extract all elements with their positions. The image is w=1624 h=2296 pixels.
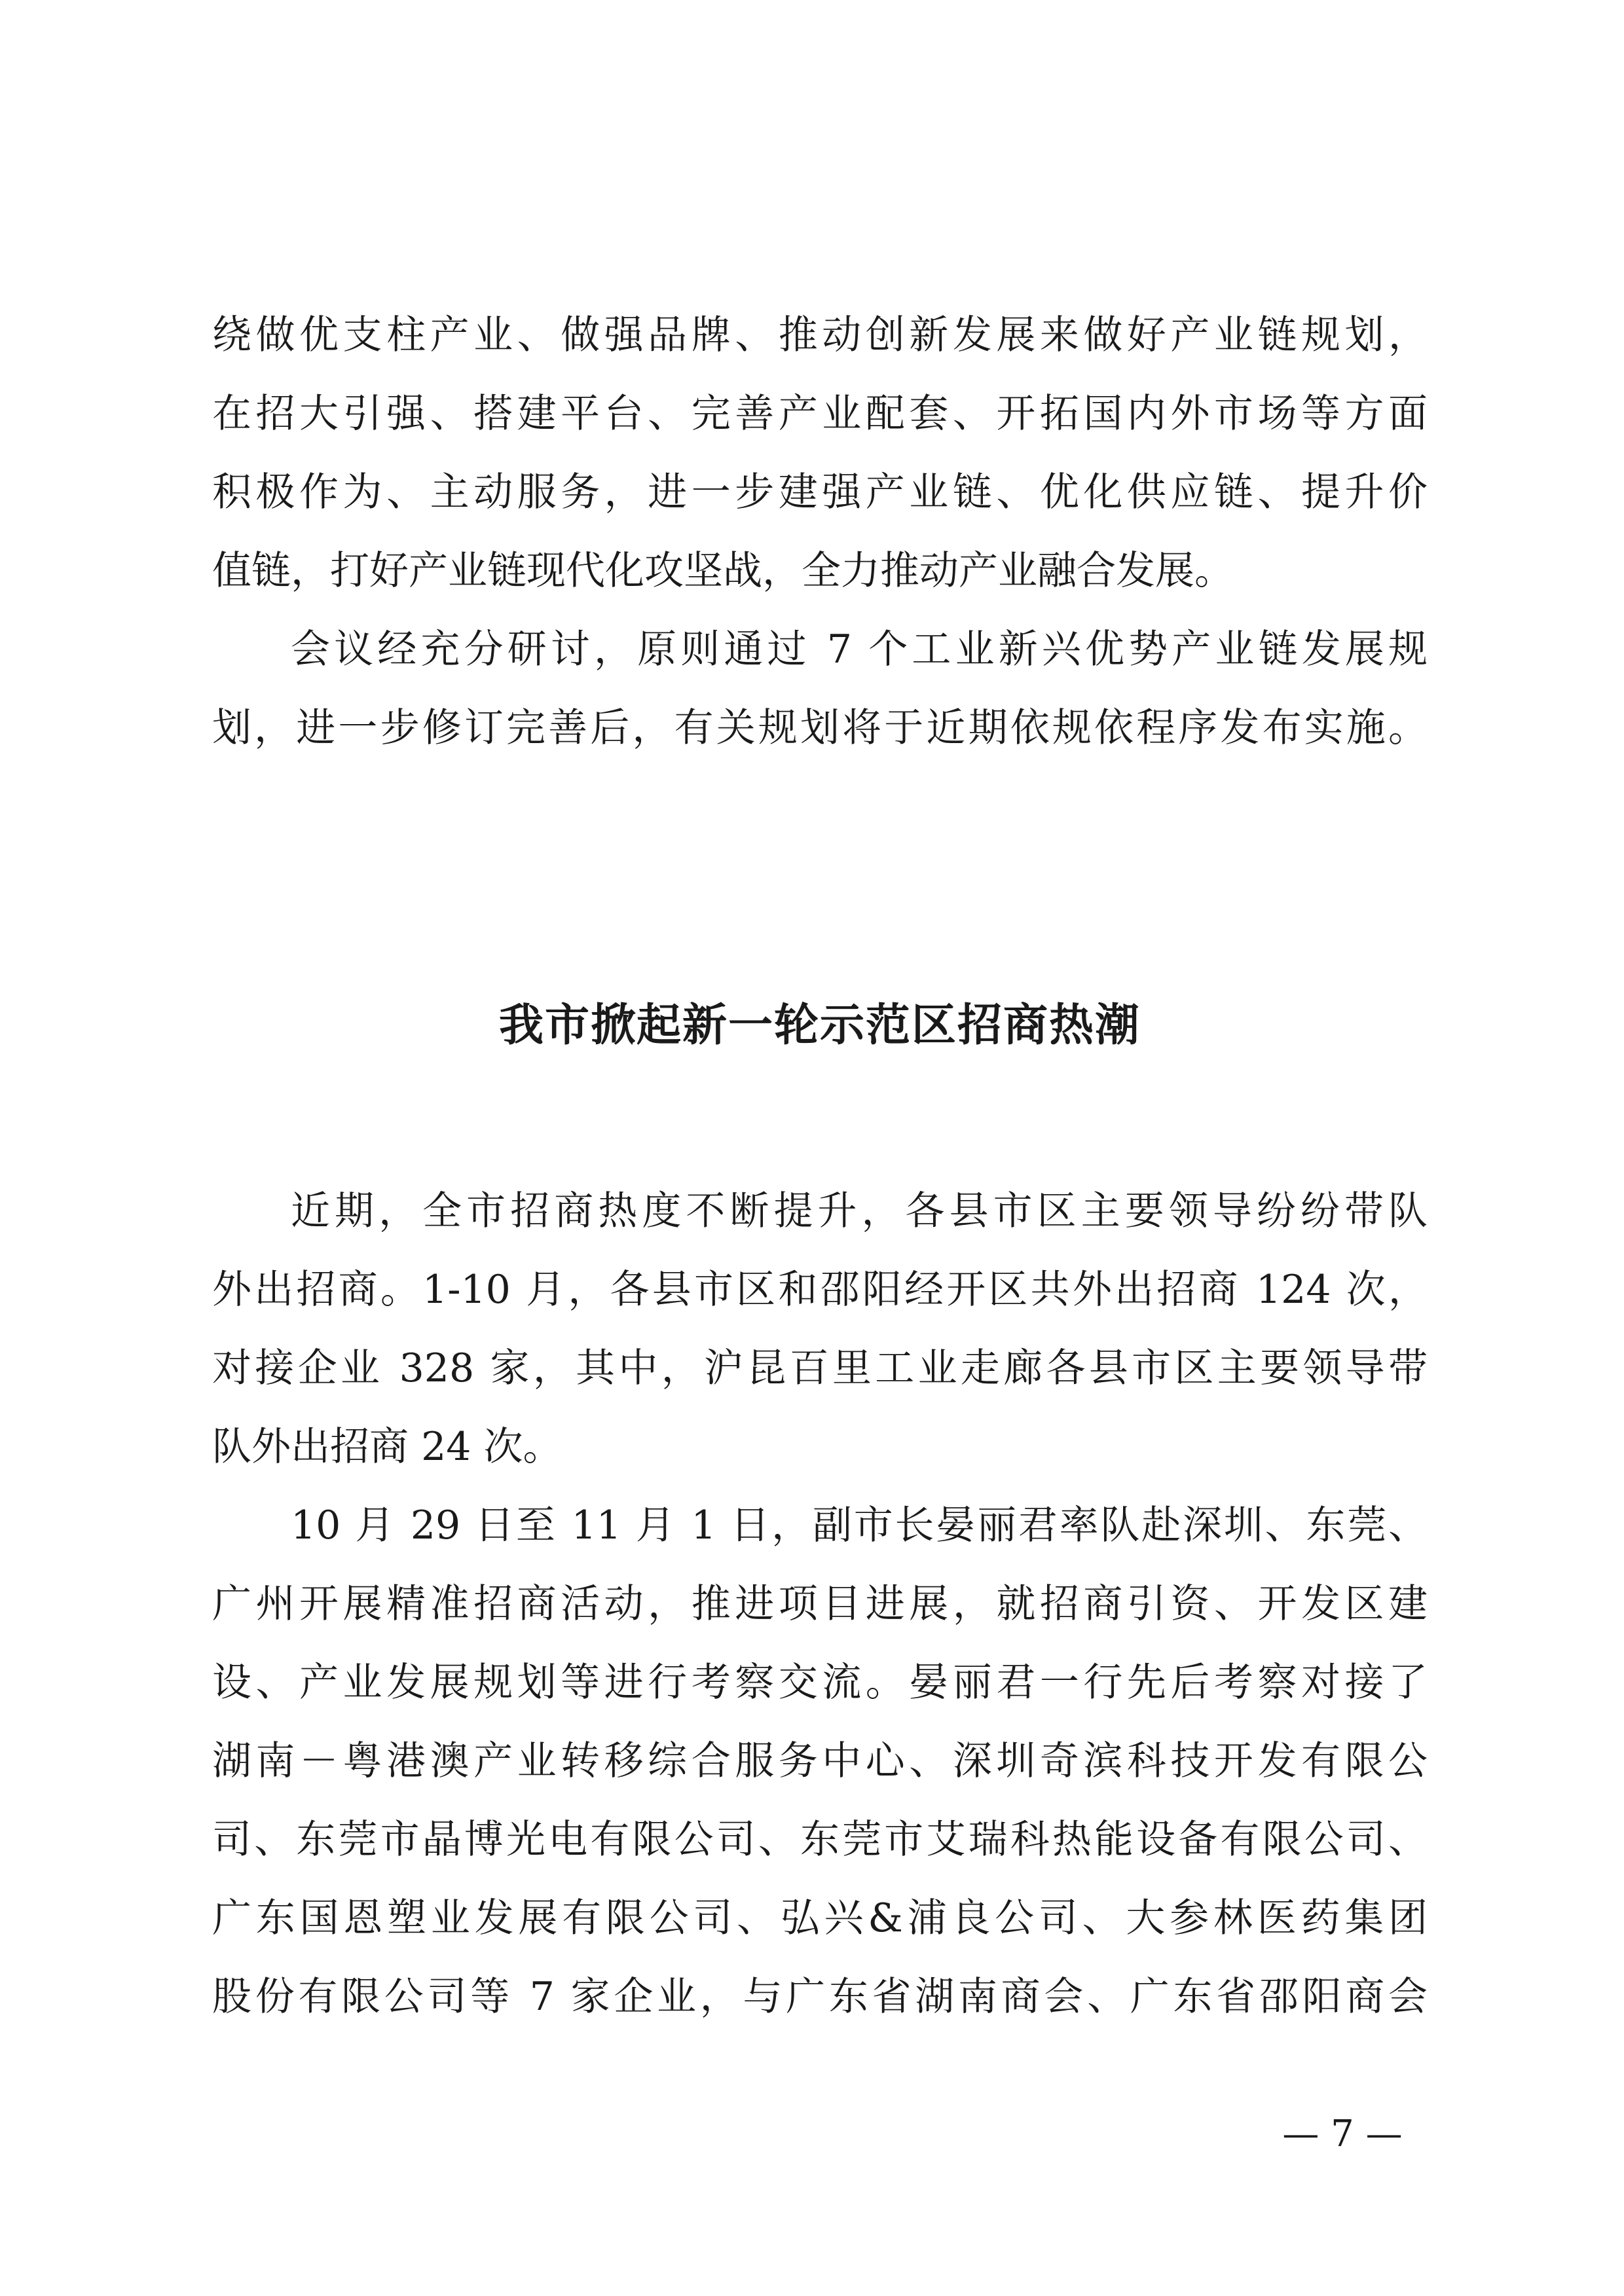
text-line: 在招大引强、搭建平台、完善产业配套、开拓国内外市场等方面	[212, 391, 1428, 437]
text-line: 司、东莞市晶博光电有限公司、东莞市艾瑞科热能设备有限公司、	[212, 1817, 1428, 1863]
text-line: 湖南－粤港澳产业转移综合服务中心、深圳奇滨科技开发有限公	[212, 1738, 1428, 1784]
page-number: — 7 —	[1282, 2113, 1403, 2155]
text-line: 绕做优支柱产业、做强品牌、推动创新发展来做好产业链规划，	[212, 312, 1428, 358]
text-line: 队外出招商 24 次。	[212, 1424, 563, 1470]
text-line: 广州开展精准招商活动，推进项目进展，就招商引资、开发区建	[212, 1581, 1428, 1627]
text-line: 近期，全市招商热度不断提升，各县市区主要领导纷纷带队	[291, 1188, 1428, 1234]
text-line: 设、产业发展规划等进行考察交流。晏丽君一行先后考察对接了	[212, 1660, 1428, 1705]
text-line: 划，进一步修订完善后，有关规划将于近期依规依程序发布实施。	[212, 705, 1428, 751]
text-line: 广东国恩塑业发展有限公司、弘兴&浦良公司、大参林医药集团	[212, 1895, 1428, 1941]
text-line: 10 月 29 日至 11 月 1 日，副市长晏丽君率队赴深圳、东莞、	[291, 1503, 1428, 1548]
text-line: 外出招商。1-10 月，各县市区和邵阳经开区共外出招商 124 次，	[212, 1267, 1428, 1313]
text-line: 积极作为、主动服务，进一步建强产业链、优化供应链、提升价	[212, 469, 1428, 515]
text-line: 值链，打好产业链现代化攻坚战，全力推动产业融合发展。	[212, 548, 1234, 594]
article-title: 我市掀起新一轮示范区招商热潮	[498, 999, 1141, 1051]
text-line: 对接企业 328 家，其中，沪昆百里工业走廊各县市区主要领导带	[212, 1345, 1428, 1391]
text-line: 股份有限公司等 7 家企业，与广东省湖南商会、广东省邵阳商会	[212, 1974, 1428, 2020]
text-line: 会议经充分研讨，原则通过 7 个工业新兴优势产业链发展规	[291, 627, 1428, 672]
